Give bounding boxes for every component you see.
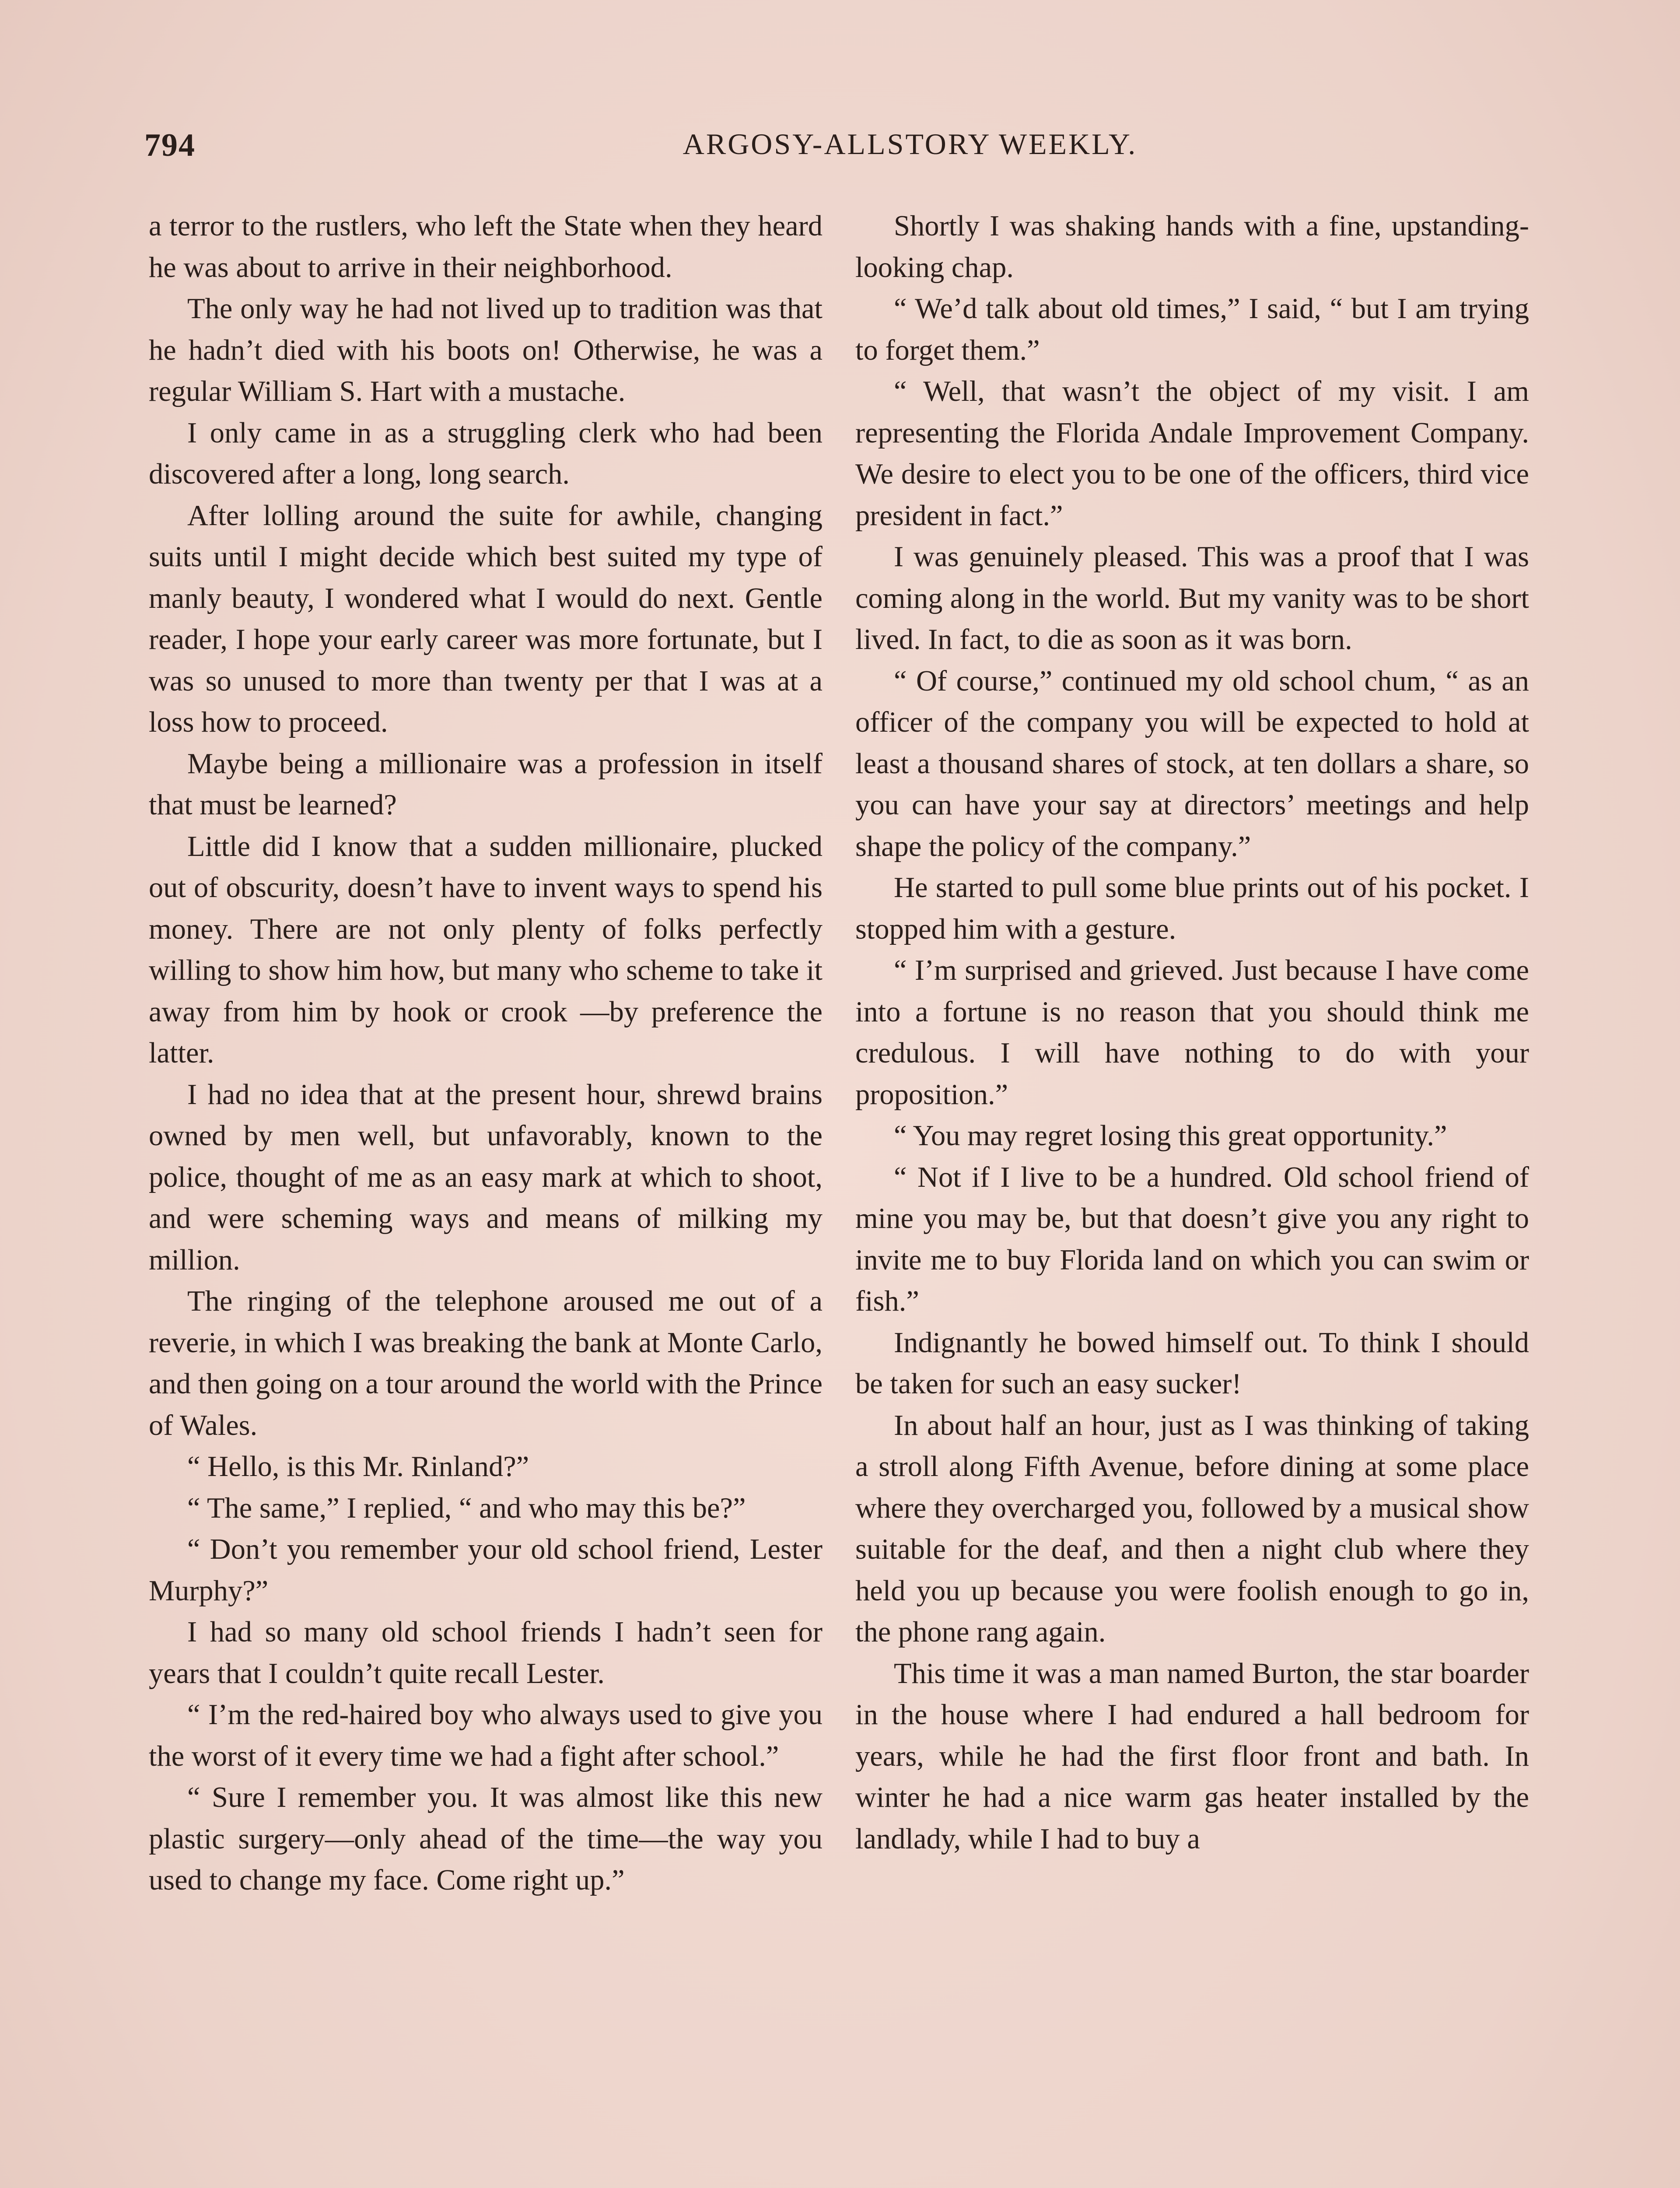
paragraph: Little did I know that a sudden millionaire, plucked out of obscurity, doesn’t have to invent ways to spend his money. There are not only plenty of folks perfectly willing to show him how, but many who scheme to take it away from him by hook or crook —by preference the latter. (149, 830, 822, 1069)
paragraph: I had so many old school friends I hadn’t seen for years that I couldn’t quite recall Lester. (149, 1616, 822, 1690)
right-column (855, 206, 1529, 1860)
paragraph: This time it was a man named Burton, the star boarder in the house where I had endured a hall bedroom for years, while he had the first floor front and bath. In winter he had a nice warm gas heater installed by the landlady, while I had to buy a (855, 1657, 1529, 1855)
paragraph: “ Don’t you remember your old school friend, Lester Murphy?” (149, 1533, 822, 1607)
paragraph: In about half an hour, just as I was thinking of taking a stroll along Fifth Avenue, before dining at some place where they overcharged you, followed by a musical show suitable for the deaf, and then a night club where they held you up because you were foolish enough to go in, the phone rang again. (855, 1409, 1529, 1648)
page-header (144, 127, 1544, 175)
paragraph: Indignantly he bowed himself out. To think I should be taken for such an easy sucker! (855, 1326, 1529, 1400)
paragraph: I had no idea that at the present hour, shrewd brains owned by men well, but unfavorably, known to the police, thought of me as an easy mark at which to shoot, and were scheming ways and means of milking my million. (149, 1078, 822, 1276)
paragraph: The ringing of the telephone aroused me out of a reverie, in which I was breaking the bank at Monte Carlo, and then going on a tour around the world with the Prince of Wales. (149, 1285, 822, 1441)
paragraph: “ You may regret losing this great opportunity.” (894, 1120, 1447, 1152)
left-column (149, 206, 822, 1901)
paragraph: Maybe being a millionaire was a profession in itself that must be learned? (149, 747, 822, 821)
running-head: ARGOSY-ALLSTORY WEEKLY. (682, 127, 1138, 161)
paragraph: Shortly I was shaking hands with a fine, upstanding-looking chap. (855, 210, 1529, 284)
paragraph: The only way he had not lived up to tradition was that he hadn’t died with his boots on! Otherwise, he was a regular William S. Hart with a mustache. (149, 293, 822, 407)
paragraph: “ Of course,” continued my old school chum, “ as an officer of the company you will be expected to hold at least a thousand shares of stock, at ten dollars a share, so you can have your say at directors’ meetings and help shape the policy of the company.” (855, 665, 1529, 863)
paragraph: a terror to the rustlers, who left the State when they heard he was about to arrive in their neighborhood. (149, 210, 822, 284)
paragraph: He started to pull some blue prints out of his pocket. I stopped him with a gesture. (855, 872, 1529, 945)
paragraph: “ We’d talk about old times,” I said, “ but I am trying to forget them.” (855, 293, 1529, 366)
paragraph: After lolling around the suite for awhile, changing suits until I might decide which best suited my type of manly beauty, I wondered what I would do next. Gentle reader, I hope your early career was more fortunate, but I was so unused to more than twenty per that I was at a loss how to proceed. (149, 499, 822, 738)
paragraph: “ Not if I live to be a hundred. Old school friend of mine you may be, but that doesn’t give you any right to invite me to buy Florida land on which you can swim or fish.” (855, 1161, 1529, 1317)
paragraph: “ Well, that wasn’t the object of my visit. I am representing the Florida Andale Improvement Company. We desire to elect you to be one of the officers, third vice president in fact.” (855, 375, 1529, 532)
page-number: 794 (144, 127, 196, 163)
paragraph: “ The same,” I replied, “ and who may this be?” (187, 1492, 746, 1524)
paragraph: “ I’m the red-haired boy who always used to give you the worst of it every time we had a fight after school.” (149, 1699, 822, 1772)
paragraph: I was genuinely pleased. This was a proof that I was coming along in the world. But my vanity was to be short lived. In fact, to die as soon as it was born. (855, 541, 1529, 656)
paragraph: “ Sure I remember you. It was almost like this new plastic surgery—only ahead of the time—the way you used to change my face. Come right up.” (149, 1781, 822, 1896)
paragraph: “ I’m surprised and grieved. Just because I have come into a fortune is no reason that you should think me credulous. I will have nothing to do with your proposition.” (855, 954, 1529, 1111)
paragraph: I only came in as a struggling clerk who had been discovered after a long, long search. (149, 417, 822, 490)
paragraph: “ Hello, is this Mr. Rinland?” (187, 1451, 529, 1483)
